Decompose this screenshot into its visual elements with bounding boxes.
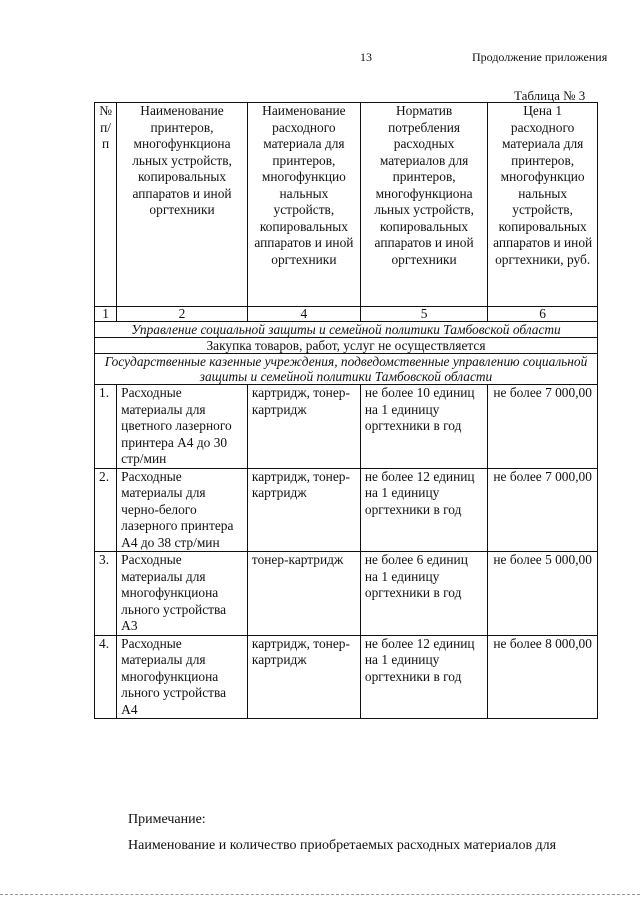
header-cell-norm: Норматив потребления расходных материалов для принтеров, многофункциона льных устройств, копировальных аппаратов и иной оргтехники — [360, 103, 487, 307]
table-row — [95, 468, 598, 552]
table-row — [95, 635, 598, 719]
column-number: 1 — [95, 307, 117, 322]
row-equipment: Расходные материалы для черно-белого лазерного принтера А4 до 38 стр/мин — [117, 468, 248, 552]
row-norm: не более 12 единиц на 1 единицу оргтехники в год — [360, 468, 487, 552]
page-number: 13 — [360, 50, 372, 64]
section-row-no-purchase — [95, 338, 598, 354]
section-row-org — [95, 322, 598, 338]
row-equipment: Расходные материалы для цветного лазерного принтера А4 до 30 стр/мин — [117, 385, 248, 469]
row-norm: не более 6 единиц на 1 единицу оргтехники в год — [360, 552, 487, 636]
column-number: 4 — [247, 307, 360, 322]
row-number: 3. — [95, 552, 117, 636]
row-material: картридж, тонер-картридж — [247, 635, 360, 719]
row-material: тонер-картридж — [247, 552, 360, 636]
section-institutions-title: Государственные казенные учреждения, подведомственные управлению социальной защиты и семейной политики Тамбовской области — [95, 354, 598, 385]
table-row — [95, 385, 598, 469]
row-norm: не более 12 единиц на 1 единицу оргтехники в год — [360, 635, 487, 719]
section-no-purchase-text: Закупка товаров, работ, услуг не осуществляется — [95, 338, 598, 354]
header-cell-material: Наименование расходного материала для принтеров, многофункцио нальных устройств, копировальных аппаратов и иной оргтехники — [247, 103, 360, 307]
continuation-label: Продолжение приложения — [472, 50, 608, 64]
header-cell-price: Цена 1 расходного материала для принтеров, многофункцио нальных устройств, копировальных аппаратов и иной оргтехники, руб. — [488, 103, 598, 307]
table-header-row — [95, 103, 598, 307]
page-bottom-divider — [0, 894, 640, 895]
row-norm: не более 10 единиц на 1 единицу оргтехники в год — [360, 385, 487, 469]
section-org-title: Управление социальной защиты и семейной политики Тамбовской области — [95, 322, 598, 338]
row-equipment: Расходные материалы для многофункциона льного устройства А4 — [117, 635, 248, 719]
row-number: 1. — [95, 385, 117, 469]
header-cell-equipment: Наименование принтеров, многофункциона льных устройств, копировальных аппаратов и иной оргтехники — [117, 103, 248, 307]
column-number-row — [95, 307, 598, 322]
header-cell-num: № п/ п — [95, 103, 117, 307]
note-text: Наименование и количество приобретаемых расходных материалов для — [128, 838, 557, 853]
row-price: не более 5 000,00 — [488, 552, 598, 636]
row-price: не более 8 000,00 — [488, 635, 598, 719]
row-price: не более 7 000,00 — [488, 468, 598, 552]
note-label: Примечание: — [128, 812, 206, 827]
row-equipment: Расходные материалы для многофункциона льного устройства А3 — [117, 552, 248, 636]
table-label: Таблица № 3 — [514, 88, 586, 103]
row-number: 2. — [95, 468, 117, 552]
section-row-institutions — [95, 354, 598, 385]
consumables-table — [94, 102, 598, 719]
row-material: картридж, тонер-картридж — [247, 468, 360, 552]
column-number: 2 — [117, 307, 248, 322]
row-material: картридж, тонер-картридж — [247, 385, 360, 469]
column-number: 6 — [488, 307, 598, 322]
row-number: 4. — [95, 635, 117, 719]
row-price: не более 7 000,00 — [488, 385, 598, 469]
table-row — [95, 552, 598, 636]
column-number: 5 — [360, 307, 487, 322]
